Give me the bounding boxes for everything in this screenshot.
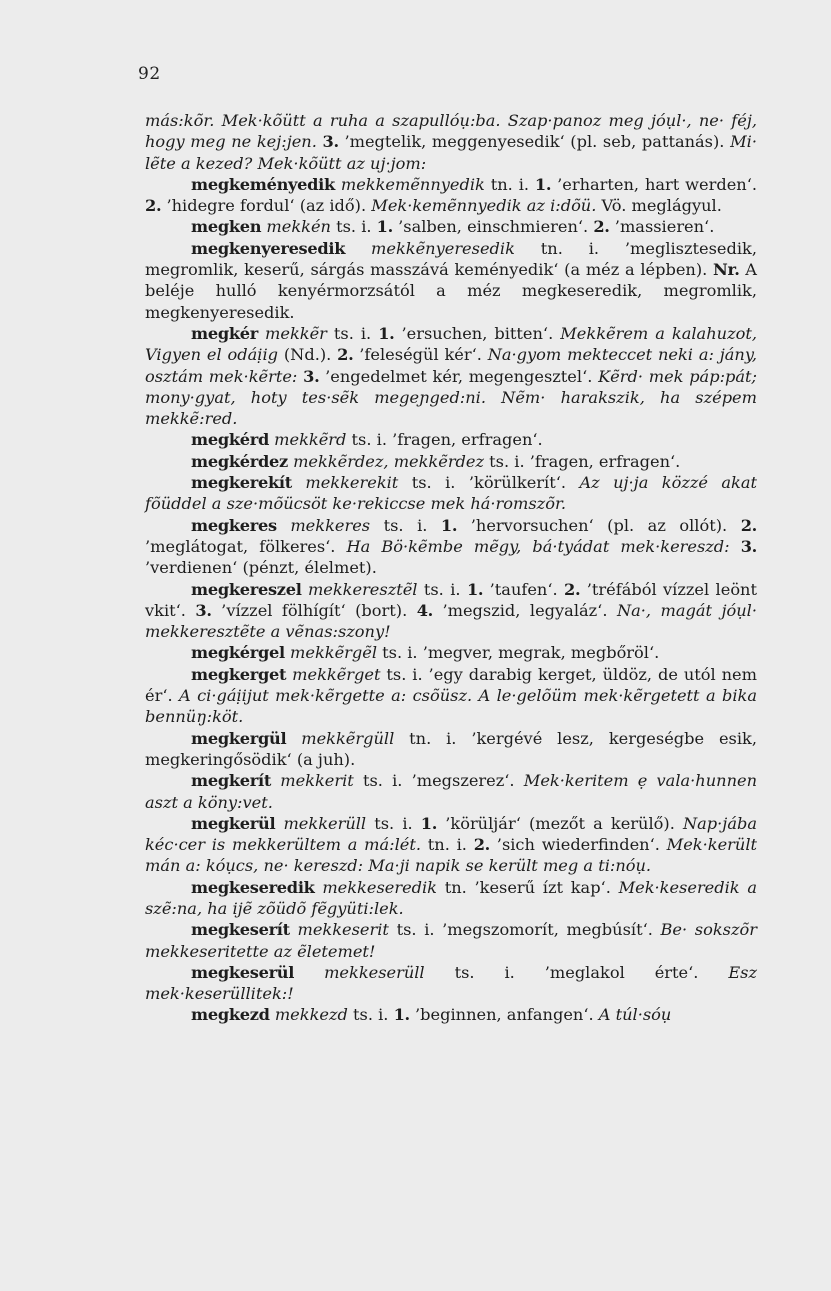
dictionary-entry: megken mekkén ts. i. 1. ’salben, einschmieren‘. 2. ’massieren‘.: [191, 217, 715, 237]
dictionary-entry: megkérgel mekkẽrgẽl ts. i. ’megver, megrak, megbőröl‘.: [191, 643, 660, 663]
dictionary-entries: [145, 110, 757, 1026]
dictionary-entry: megkeményedik mekkemẽnnyedik tn. i. 1. ’erharten, hart werden‘. 2. ’hidegre fordul‘ (az idő). Mek·kemẽnnyedik az i:dõü. Vö. meglágyul.: [145, 174, 757, 216]
dictionary-entry: megkeserül mekkeserüll ts. i. ’meglakol érte‘. Esz mek·keserüllitek:!: [145, 962, 757, 1004]
dictionary-entry: megkerül mekkerüll ts. i. 1. ’körüljár‘ (mezőt a kerülő). Nap·jába kéc·cer is mekkerültem a má:lét. tn. i. 2. ’sich wiederfinden‘. Mek·került mán a: kóụcs, ne· kereszd: Ma·ji napik se került meg a ti:nóụ.: [145, 813, 757, 876]
dictionary-entry: megkérdez mekkẽrdez, mekkẽrdez ts. i. ’fragen, erfragen‘.: [191, 451, 681, 471]
dictionary-entry: megkeres mekkeres ts. i. 1. ’hervorsuchen‘ (pl. az ollót). 2. ’meglátogat, fölkeres‘. Ha Bö·kẽmbe mẽgy, bá·tyádat mek·kereszd: 3. ’verdienen‘ (pénzt, élelmet).: [145, 515, 757, 578]
dictionary-entry: megkeseredik mekkeseredik tn. ’keserű ízt kap‘. Mek·keseredik a szẽ:na, ha ijẽ zõüdõ fẽgyüti:lek.: [145, 877, 757, 918]
dictionary-entry: megkerget mekkẽrget ts. i. ’egy darabig kerget, üldöz, de utól nem ér‘. A ci·gáịijut mek·kẽrgette a: csõüsz. A le·gelõüm mek·kẽrgetett a bika bennüŋ:köt.: [145, 664, 757, 727]
dictionary-entry: megkenyeresedik mekkẽnyeresedik tn. i. ’meglisztesedik, megromlik, keserű, sárgás masszává keményedik‘ (a méz a lépben). Nr. A beléje hulló kenyérmorzsától a méz megkeseredik, megromlik, megkenyeresedik.: [145, 238, 757, 322]
dictionary-entry: megkeserít mekkeserit ts. i. ’megszomorít, megbúsít‘. Be· sokszõr mekkeseritette az ẽletemet!: [145, 920, 757, 961]
dictionary-entry: megkér mekkẽr ts. i. 1. ’ersuchen, bitten‘. Mekkẽrem a kalahuzot, Vigyen el odáịig (Nd.). 2. ’feleségül kér‘. Na·gyom mekteccet neki a: jány, osztám mek·kẽrte: 3. ’engedelmet kér, megengesztel‘. Kẽrd· mek páp:pát; mony·gyat, hoty tes·sẽk megeɲged:ni. Nẽm· harakszik, ha szépem mekkẽ:red.: [145, 323, 758, 429]
dictionary-entry: megkerít mekkerit ts. i. ’megszerez‘. Mek·keritem ẹ vala·hunnen aszt a köny:vet.: [145, 771, 757, 812]
dictionary-entry: megkérd mekkẽrd ts. i. ’fragen, erfragen‘.: [191, 430, 543, 450]
dictionary-entry: más:kõr. Mek·kõütt a ruha a szapullóụ:ba. Szap·panoz meg jóụl·, ne· féj, hogy meg ne kej:jen. 3. ’megtelik, meggenyesedik‘ (pl. seb, pattanás). Mi· lẽte a kezed? Mek·kõütt az uj·jom:: [145, 111, 757, 173]
dictionary-entry: megkezd mekkezd ts. i. 1. ’beginnen, anfangen‘. A túl·sóụ: [191, 1005, 672, 1025]
dictionary-entry: megkereszel mekkeresztẽl ts. i. 1. ’taufen‘. 2. ’tréfából vízzel leönt vkit‘. 3. ’vízzel fölhígít‘ (bort). 4. ’megszid, legyaláz‘. Na·, magát jóụl· mekkeresztẽte a vẽnas:szony!: [145, 579, 758, 642]
dictionary-entry: megkerekít mekkerekit ts. i. ’körülkerít‘. Az uj·ja közzé akat fõüddel a sze·mõücsöt ke·rekiccse mek há·romszõr.: [145, 473, 757, 514]
dictionary-entry: megkergül mekkẽrgüll tn. i. ’kergévé lesz, kergeségbe esik, megkeringősödik‘ (a juh).: [145, 728, 757, 769]
page-number: 92: [138, 64, 161, 84]
